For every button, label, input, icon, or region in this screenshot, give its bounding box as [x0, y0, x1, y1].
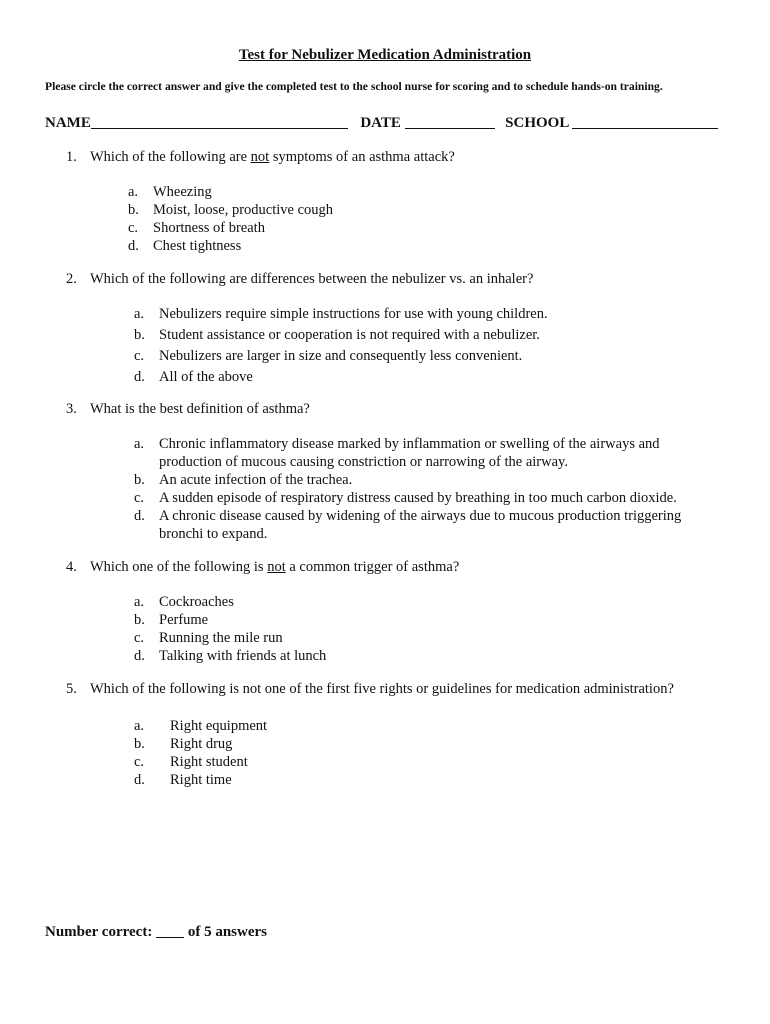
answer-option[interactable] — [134, 647, 326, 665]
answer-option[interactable] — [134, 346, 548, 367]
question-number: 5. — [66, 681, 77, 697]
answer-option[interactable] — [134, 629, 326, 647]
option-letter: d. — [134, 772, 145, 788]
option-text: Right equipment — [170, 718, 268, 734]
student-info-line — [45, 114, 718, 132]
question-4-options — [134, 593, 326, 665]
option-letter: a. — [134, 594, 145, 610]
option-text: Nebulizers require simple instructions for use with young children. — [159, 306, 548, 322]
question-text: symptoms of an asthma attack? — [269, 149, 455, 165]
option-letter: c. — [134, 348, 145, 364]
answer-option[interactable] — [134, 611, 326, 629]
answer-option[interactable] — [128, 219, 333, 237]
question-5 — [66, 681, 674, 698]
answer-option[interactable] — [134, 717, 267, 735]
answer-option[interactable] — [134, 367, 548, 388]
option-text: A sudden episode of respiratory distress caused by breathing in too much carbon dioxide. — [159, 490, 677, 506]
option-text: A chronic disease caused by widening of the airways due to mucous production triggering bronchi to expand. — [159, 508, 682, 542]
option-letter: c. — [134, 754, 145, 770]
option-text: Moist, loose, productive cough — [153, 202, 334, 218]
instructions: Please circle the correct answer and give the completed test to the school nurse for scoring and to schedule hands-on training. — [45, 80, 663, 93]
option-letter: c. — [128, 220, 139, 236]
answer-option[interactable] — [134, 735, 267, 753]
option-letter: b. — [134, 472, 145, 488]
question-1-options — [128, 183, 333, 255]
option-text: Running the mile run — [159, 630, 283, 646]
answer-option[interactable] — [134, 489, 724, 507]
option-text: Wheezing — [153, 184, 212, 200]
option-text: Perfume — [159, 612, 209, 628]
name-blank[interactable] — [91, 114, 348, 129]
option-text: Student assistance or cooperation is not required with a nebulizer. — [159, 327, 540, 343]
answer-option[interactable] — [134, 471, 724, 489]
option-text: Chronic inflammatory disease marked by inflammation or swelling of the airways and production of mucous causing constriction or narrowing of the airway. — [159, 436, 660, 470]
option-text: Right time — [170, 772, 232, 788]
question-text: Which of the following is not one of the first five rights or guidelines for medication administration? — [90, 681, 674, 697]
answer-option[interactable] — [128, 201, 333, 219]
answer-option[interactable] — [134, 507, 724, 543]
answer-option[interactable] — [128, 183, 333, 201]
date-label: DATE — [360, 115, 401, 131]
question-text: Which of the following are differences between the nebulizer vs. an inhaler? — [90, 271, 534, 287]
answer-option[interactable] — [134, 325, 548, 346]
score-label: Number correct: — [45, 924, 153, 940]
school-label: SCHOOL — [505, 115, 569, 131]
date-blank[interactable] — [405, 114, 495, 129]
option-letter: b. — [128, 202, 139, 218]
answer-option[interactable] — [134, 304, 548, 325]
question-4 — [66, 559, 459, 576]
option-letter: c. — [134, 490, 145, 506]
option-letter: d. — [134, 648, 145, 664]
answer-option[interactable] — [134, 435, 724, 471]
score-line — [45, 923, 267, 941]
option-letter: d. — [134, 369, 145, 385]
option-letter: a. — [134, 718, 145, 734]
option-text: All of the above — [159, 369, 253, 385]
score-suffix: of 5 answers — [187, 924, 267, 940]
score-blank[interactable] — [156, 923, 184, 938]
answer-option[interactable] — [134, 593, 326, 611]
question-text: a common trigger of asthma? — [285, 559, 460, 575]
option-text: Shortness of breath — [153, 220, 265, 236]
option-text: Right drug — [170, 736, 233, 752]
question-number: 3. — [66, 401, 77, 417]
question-text-underlined: not — [267, 559, 286, 575]
question-text: Which one of the following is — [90, 559, 268, 575]
option-letter: a. — [128, 184, 139, 200]
school-blank[interactable] — [572, 114, 718, 129]
answer-option[interactable] — [134, 771, 267, 789]
question-2 — [66, 271, 533, 288]
question-text: Which of the following are — [90, 149, 251, 165]
option-letter: b. — [134, 327, 145, 343]
question-3-options — [134, 435, 724, 543]
question-1 — [66, 149, 455, 166]
option-text: Cockroaches — [159, 594, 234, 610]
answer-option[interactable] — [134, 753, 267, 771]
name-label: NAME — [45, 115, 91, 131]
option-letter: d. — [134, 508, 145, 524]
question-3 — [66, 401, 310, 418]
question-text: What is the best definition of asthma? — [90, 401, 310, 417]
option-text: An acute infection of the trachea. — [159, 472, 353, 488]
question-number: 2. — [66, 271, 77, 287]
option-text: Right student — [170, 754, 248, 770]
option-letter: a. — [134, 306, 145, 322]
page-title: Test for Nebulizer Medication Administration — [238, 47, 532, 63]
option-text: Talking with friends at lunch — [159, 648, 327, 664]
question-number: 4. — [66, 559, 77, 575]
option-letter: b. — [134, 612, 145, 628]
question-2-options — [134, 304, 548, 388]
option-text: Chest tightness — [153, 238, 242, 254]
option-letter: d. — [128, 238, 139, 254]
option-letter: b. — [134, 736, 145, 752]
option-letter: c. — [134, 630, 145, 646]
answer-option[interactable] — [128, 237, 333, 255]
question-5-options — [134, 717, 267, 789]
option-text: Nebulizers are larger in size and consequently less convenient. — [159, 348, 523, 364]
question-number: 1. — [66, 149, 77, 165]
option-letter: a. — [134, 436, 145, 452]
question-text-underlined: not — [250, 149, 270, 165]
